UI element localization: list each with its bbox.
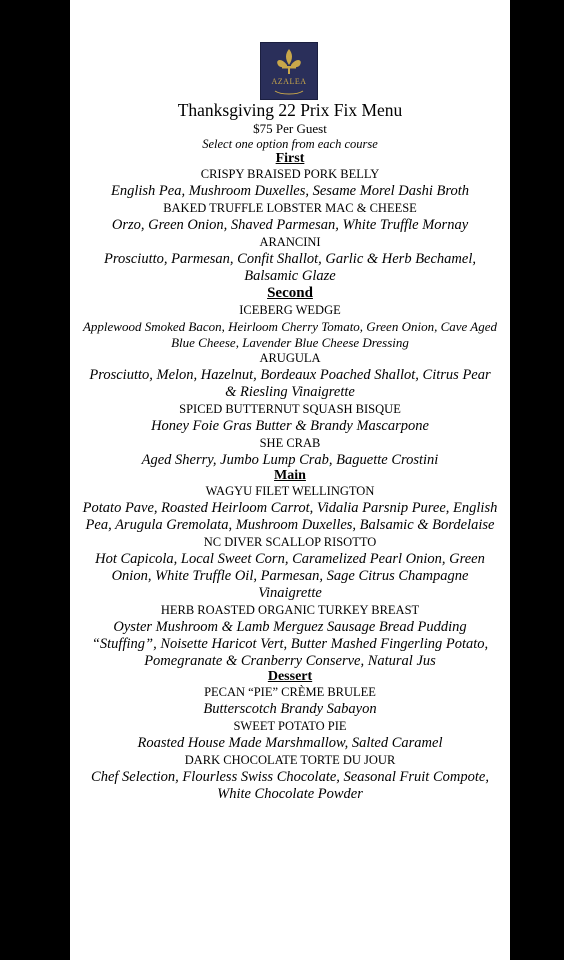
menu-item-description: Prosciutto, Parmesan, Confit Shallot, Garlic & Herb Bechamel, Balsamic Glaze: [104, 251, 476, 284]
menu-instruction: Select one option from each course: [202, 137, 378, 151]
menu-page: [70, 0, 510, 960]
menu-item-description: Prosciutto, Melon, Hazelnut, Bordeaux Poached Shallot, Citrus Pear & Riesling Vinaigrette: [89, 367, 491, 400]
menu-content: [70, 100, 510, 803]
course-heading-main: Main: [274, 468, 306, 483]
menu-item-name: HERB ROASTED ORGANIC TURKEY BREAST: [160, 603, 420, 617]
menu-item-description: Chef Selection, Flourless Swiss Chocolate, Seasonal Fruit Compote, White Chocolate Powder: [91, 769, 489, 802]
menu-item-name: SWEET POTATO PIE: [233, 719, 347, 733]
logo-wordmark: AZALEA: [271, 77, 307, 86]
menu-item-description: Roasted House Made Marshmallow, Salted Caramel: [137, 735, 443, 751]
menu-item-description: Orzo, Green Onion, Shaved Parmesan, White Truffle Mornay: [111, 217, 469, 233]
menu-price: $75 Per Guest: [253, 121, 327, 136]
menu-item-description: Oyster Mushroom & Lamb Merguez Sausage Bread Pudding “Stuffing”, Noisette Haricot Vert, Butter Mashed Fingerling Potato, Pomegranate & Cranberry Conserve, Natural Jus: [91, 619, 489, 669]
course-heading-second: Second: [267, 285, 313, 301]
menu-item-name: WAGYU FILET WELLINGTON: [205, 484, 375, 498]
menu-item-description: Potato Pave, Roasted Heirloom Carrot, Vidalia Parsnip Puree, English Pea, Arugula Gremolata, Mushroom Duxelles, Balsamic & Bordelaise: [82, 500, 498, 533]
menu-item-name: ARUGULA: [259, 351, 321, 365]
menu-item-description: Hot Capicola, Local Sweet Corn, Caramelized Pearl Onion, Green Onion, White Truffle Oil, Parmesan, Sage Citrus Champagne Vinaigrette: [95, 551, 485, 601]
menu-item-name: NC DIVER SCALLOP RISOTTO: [203, 535, 377, 549]
menu-item-name: ICEBERG WEDGE: [239, 303, 341, 317]
menu-item-name: BAKED TRUFFLE LOBSTER MAC & CHEESE: [163, 201, 417, 215]
menu-item-name: SPICED BUTTERNUT SQUASH BISQUE: [179, 402, 401, 416]
restaurant-logo: [260, 42, 318, 100]
menu-item-description: Aged Sherry, Jumbo Lump Crab, Baguette Crostini: [141, 452, 439, 468]
course-heading-dessert: Dessert: [267, 669, 313, 684]
menu-item-name: ARANCINI: [259, 235, 321, 249]
menu-item-name: SHE CRAB: [259, 436, 321, 450]
menu-item-description: English Pea, Mushroom Duxelles, Sesame Morel Dashi Broth: [110, 183, 470, 199]
menu-item-name: CRISPY BRAISED PORK BELLY: [200, 167, 380, 181]
menu-item-description: Butterscotch Brandy Sabayon: [203, 701, 377, 717]
course-heading-first: First: [275, 151, 305, 166]
fleur-de-lis-icon: [261, 43, 317, 99]
menu-item-description: Honey Foie Gras Butter & Brandy Mascarpone: [151, 418, 429, 434]
menu-item-name: PECAN “PIE” CRÈME BRULEE: [204, 685, 376, 699]
menu-item-name: DARK CHOCOLATE TORTE DU JOUR: [184, 753, 396, 767]
menu-item-description: Applewood Smoked Bacon, Heirloom Cherry Tomato, Green Onion, Cave Aged Blue Cheese, Lavender Blue Cheese Dressing: [82, 319, 498, 350]
menu-title: Thanksgiving 22 Prix Fix Menu: [177, 100, 403, 120]
